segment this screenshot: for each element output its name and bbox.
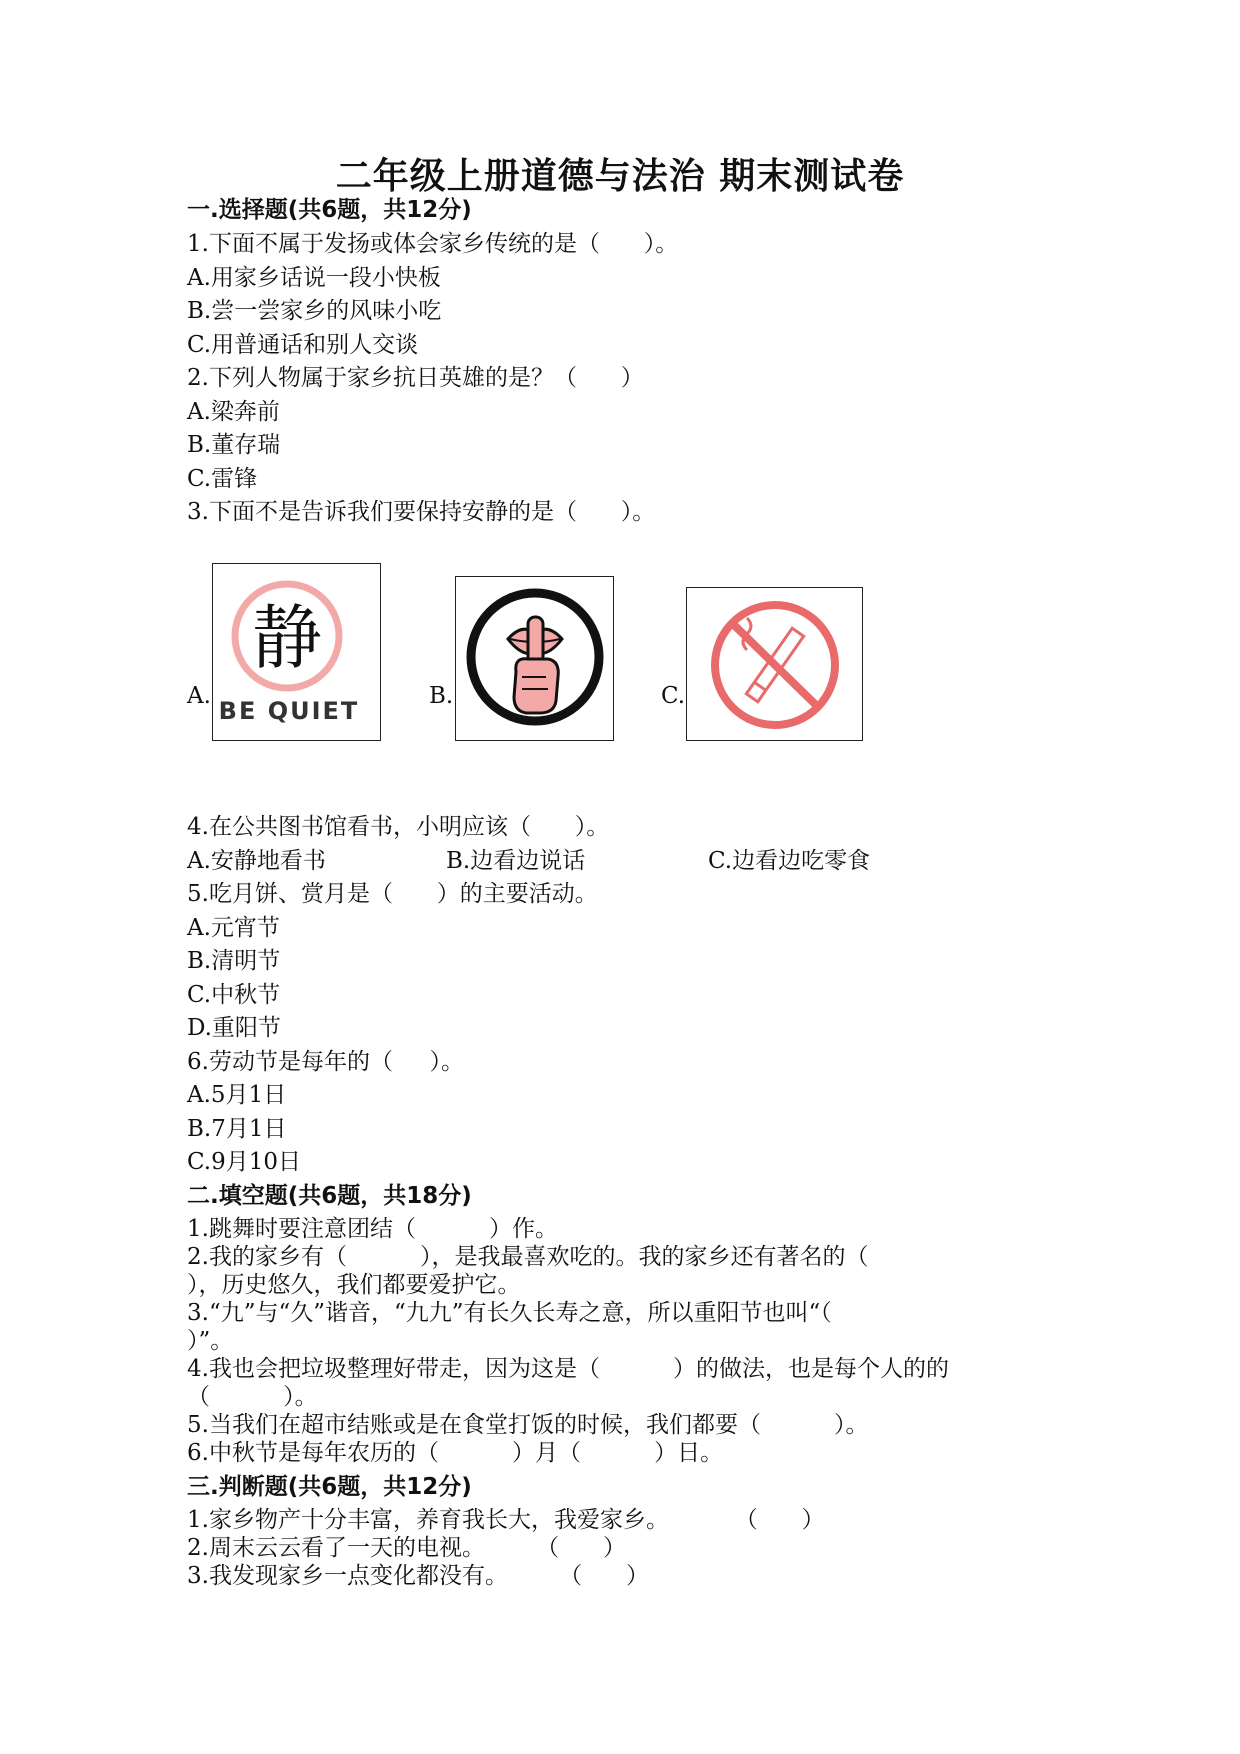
be-quiet-glyph: 静 (252, 597, 322, 679)
question-3: 3.下面不是告诉我们要保持安静的是（ ）。 (187, 499, 656, 525)
q1-option-b: B.尝一尝家乡的风味小吃 (187, 298, 442, 324)
q2-option-b: B.董存瑞 (187, 432, 281, 458)
q5-option-c: C.中秋节 (187, 982, 281, 1008)
fill-line-3-cont: ）”。 (187, 1328, 234, 1354)
no-smoking-sign-image (686, 587, 863, 741)
q3-option-a-label: A. (187, 683, 211, 709)
section-3-heading: 三.判断题(共6题，共12分) (187, 1474, 472, 1500)
q4-option-b: B.边看边说话 (446, 848, 586, 874)
q4-option-c: C.边看边吃零食 (708, 848, 871, 874)
judge-line-3: 3.我发现家乡一点变化都没有。 （ ） (187, 1563, 649, 1589)
q3-option-b-label: B. (429, 683, 454, 709)
fill-line-1: 1.跳舞时要注意团结（ ）作。 (187, 1216, 559, 1242)
q2-option-a: A.梁奔前 (187, 399, 280, 425)
shush-finger-icon (456, 577, 613, 740)
judge-line-2: 2.周末云云看了一天的电视。 （ ） (187, 1535, 626, 1561)
be-quiet-sign-image (212, 563, 381, 741)
q4-option-a: A.安静地看书 (187, 848, 326, 874)
fill-line-4: 4.我也会把垃圾整理好带走，因为这是（ ）的做法，也是每个人的的 (187, 1356, 950, 1382)
section-1-heading: 一.选择题(共6题，共12分) (187, 197, 472, 223)
q3-option-c-label: C. (661, 683, 686, 709)
q5-option-a: A.元宵节 (187, 915, 280, 941)
q6-option-c: C.9月10日 (187, 1149, 301, 1175)
fill-line-2-cont: ），历史悠久，我们都要爱护它。 (187, 1272, 521, 1298)
fill-line-6: 6.中秋节是每年农历的（ ）月（ ）日。 (187, 1440, 724, 1466)
q2-option-c: C.雷锋 (187, 466, 258, 492)
question-5: 5.吃月饼、赏月是（ ）的主要活动。 (187, 881, 598, 907)
no-smoking-icon (687, 588, 862, 740)
fill-line-2: 2.我的家乡有（ ），是我最喜欢吃的。我的家乡还有著名的（ (187, 1244, 869, 1270)
fill-line-4-cont: （ ）。 (187, 1384, 318, 1410)
be-quiet-sign-icon (213, 564, 380, 740)
silence-gesture-sign-image (455, 576, 614, 741)
q5-option-b: B.清明节 (187, 948, 281, 974)
fill-line-5: 5.当我们在超市结账或是在食堂打饭的时候，我们都要（ ）。 (187, 1412, 869, 1438)
q6-option-a: A.5月1日 (187, 1082, 287, 1108)
exam-title: 二年级上册道德与法治 期末测试卷 (335, 156, 905, 197)
q6-option-b: B.7月1日 (187, 1116, 287, 1142)
q1-option-c: C.用普通话和别人交谈 (187, 332, 419, 358)
question-6: 6.劳动节是每年的（ ）。 (187, 1049, 464, 1075)
judge-line-1: 1.家乡物产十分丰富，养育我长大，我爱家乡。 （ ） (187, 1507, 825, 1533)
question-2: 2.下列人物属于家乡抗日英雄的是？（ ） (187, 365, 644, 391)
be-quiet-caption: BE QUIET (218, 697, 360, 725)
question-1: 1.下面不属于发扬或体会家乡传统的是（ ）。 (187, 231, 679, 257)
fill-line-3: 3.“九”与“久”谐音，“九九”有长久长寿之意，所以重阳节也叫“（ (187, 1300, 832, 1326)
section-2-heading: 二.填空题(共6题，共18分) (187, 1183, 472, 1209)
question-4: 4.在公共图书馆看书，小明应该（ ）。 (187, 814, 610, 840)
q5-option-d: D.重阳节 (187, 1015, 281, 1041)
q1-option-a: A.用家乡话说一段小快板 (187, 265, 441, 291)
